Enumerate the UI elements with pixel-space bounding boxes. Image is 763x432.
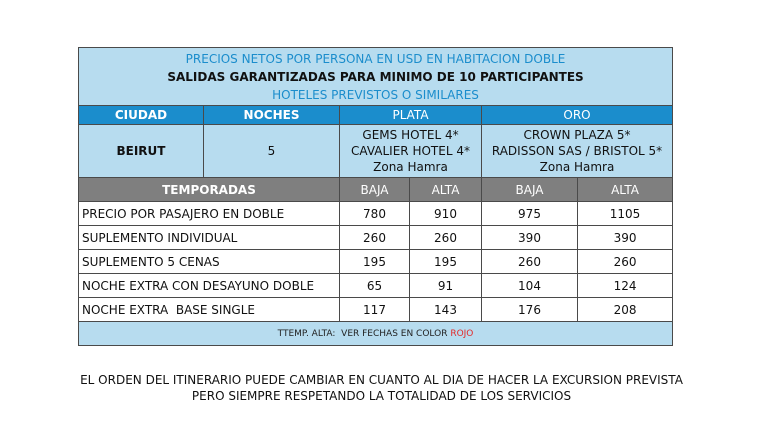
city-row: [79, 125, 673, 178]
season-note: [79, 322, 673, 346]
cell-plata-baja: 780: [340, 202, 410, 226]
plata-hotel-1: GEMS HOTEL 4*: [362, 128, 459, 142]
note-row: [79, 322, 673, 346]
price-table: [78, 47, 673, 346]
table-row: [79, 274, 673, 298]
header-row: [79, 48, 673, 106]
season-note-text: TTEMP. ALTA: VER FECHAS EN COLOR: [277, 328, 451, 339]
cell-plata-alta: 91: [410, 274, 482, 298]
header-line-prices: PRECIOS NETOS POR PERSONA EN USD EN HABITACION DOBLE: [185, 51, 566, 66]
column-header-oro: ORO: [482, 106, 673, 125]
cell-plata-alta: 260: [410, 226, 482, 250]
season-header-row: [79, 178, 673, 202]
column-header-nights: NOCHES: [204, 106, 340, 125]
plata-zone: Zona Hamra: [373, 160, 448, 174]
footer-note-line-2: PERO SIEMPRE RESPETANDO LA TOTALIDAD DE LOS SERVICIOS: [191, 389, 572, 403]
cell-plata-baja: 195: [340, 250, 410, 274]
table-row: [79, 250, 673, 274]
oro-zone: Zona Hamra: [539, 160, 615, 174]
cell-oro-alta: 260: [578, 250, 673, 274]
season-oro-low: BAJA: [482, 178, 578, 202]
city-name: BEIRUT: [79, 125, 204, 178]
cell-oro-alta: 208: [578, 298, 673, 322]
category-header-row: [79, 106, 673, 125]
header-block: [79, 48, 673, 106]
plata-hotels: [340, 125, 482, 178]
cell-plata-alta: 195: [410, 250, 482, 274]
cell-oro-baja: 260: [482, 250, 578, 274]
cell-oro-alta: 390: [578, 226, 673, 250]
cell-oro-baja: 104: [482, 274, 578, 298]
header-line-hotels: HOTELES PREVISTOS O SIMILARES: [272, 87, 479, 102]
plata-hotel-2: CAVALIER HOTEL 4*: [351, 144, 470, 158]
header-line-departures: SALIDAS GARANTIZADAS PARA MINIMO DE 10 PARTICIPANTES: [167, 69, 584, 84]
table-row: [79, 298, 673, 322]
season-label: TEMPORADAS: [79, 178, 340, 202]
table-row: [79, 226, 673, 250]
row-label: SUPLEMENTO 5 CENAS: [79, 250, 340, 274]
row-label: NOCHE EXTRA CON DESAYUNO DOBLE: [79, 274, 340, 298]
column-header-city: CIUDAD: [79, 106, 204, 125]
cell-plata-baja: 65: [340, 274, 410, 298]
row-label: NOCHE EXTRA BASE SINGLE: [79, 298, 340, 322]
cell-oro-baja: 975: [482, 202, 578, 226]
cell-plata-baja: 117: [340, 298, 410, 322]
cell-plata-alta: 143: [410, 298, 482, 322]
season-plata-high: ALTA: [410, 178, 482, 202]
nights-value: 5: [204, 125, 340, 178]
cell-oro-alta: 124: [578, 274, 673, 298]
cell-oro-alta: 1105: [578, 202, 673, 226]
cell-plata-baja: 260: [340, 226, 410, 250]
oro-hotel-1: CROWN PLAZA 5*: [523, 128, 631, 142]
row-label: PRECIO POR PASAJERO EN DOBLE: [79, 202, 340, 226]
cell-oro-baja: 176: [482, 298, 578, 322]
oro-hotel-2: RADISSON SAS / BRISTOL 5*: [491, 144, 663, 158]
cell-oro-baja: 390: [482, 226, 578, 250]
column-header-plata: PLATA: [340, 106, 482, 125]
season-oro-high: ALTA: [578, 178, 673, 202]
row-label: SUPLEMENTO INDIVIDUAL: [79, 226, 340, 250]
cell-plata-alta: 910: [410, 202, 482, 226]
footer-note-line-1: EL ORDEN DEL ITINERARIO PUEDE CAMBIAR EN CUANTO AL DIA DE HACER LA EXCURSION PREVISTA: [80, 373, 683, 387]
oro-hotels: [482, 125, 673, 178]
season-plata-low: BAJA: [340, 178, 410, 202]
season-note-highlight: ROJO: [450, 328, 474, 339]
table-row: [79, 202, 673, 226]
